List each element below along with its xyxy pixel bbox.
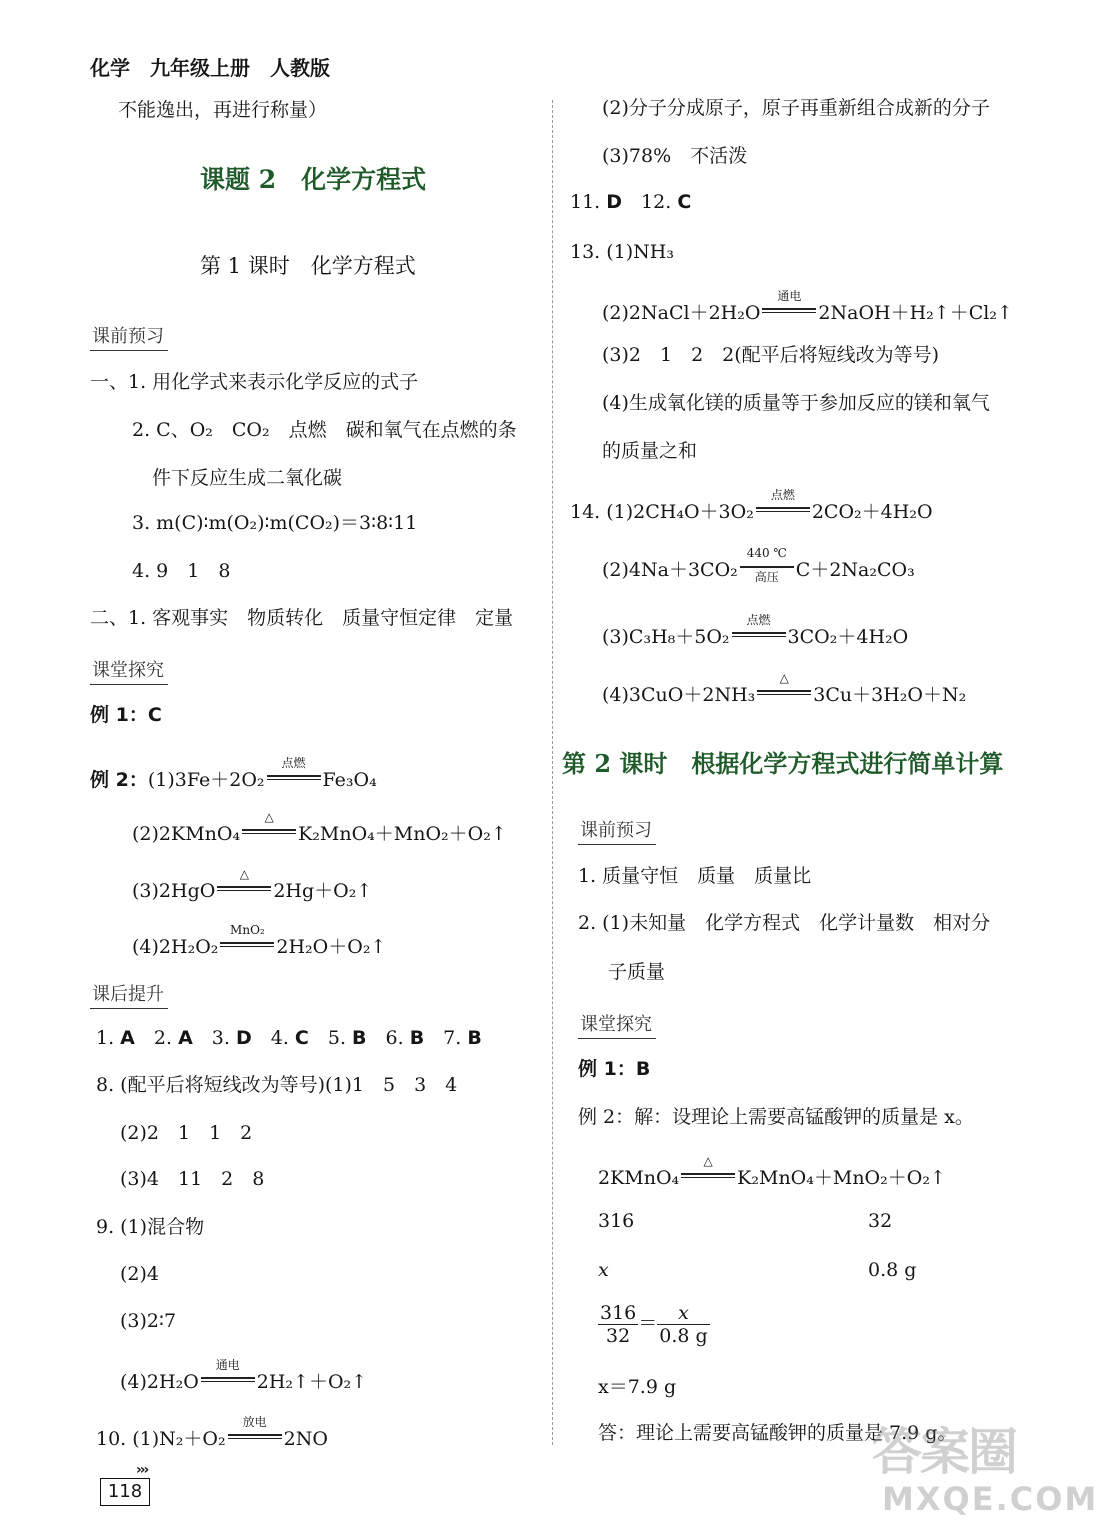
answer-line: (3)2 1 2 2(配平后将短线改为等号) xyxy=(602,344,940,366)
calc-equation xyxy=(598,1154,946,1190)
answer-line: 13. (1)NH₃ xyxy=(570,241,674,263)
section-class: 课堂探究 xyxy=(578,1010,656,1039)
page-header: 化学 九年级上册 人教版 xyxy=(90,56,330,80)
equation-right: Fe₃O₄ xyxy=(322,769,377,791)
reaction-condition: 通电 xyxy=(215,1358,240,1372)
choice-answers: 11. D 12. C xyxy=(570,191,692,213)
r14-eq-4 xyxy=(602,671,967,707)
reaction-condition: △ xyxy=(264,810,274,824)
equation-left: 14. (1)2CH₄O＋3O₂ xyxy=(570,501,754,523)
continued-text: 不能逸出，再进行称量） xyxy=(118,99,328,121)
equation-left: (2)4Na＋3CO₂ xyxy=(602,559,738,581)
section-after: 课后提升 xyxy=(90,980,168,1009)
reaction-condition: 440 ℃ xyxy=(746,546,787,560)
example-answer: B xyxy=(635,1058,651,1080)
reaction-arrow xyxy=(740,546,794,584)
equation-left: (2)2KMnO₄ xyxy=(132,823,241,845)
reaction-arrow xyxy=(267,756,321,786)
section-class: 课堂探究 xyxy=(90,656,168,685)
reaction-condition: 点燃 xyxy=(281,756,306,770)
equation-right: 2Hg＋O₂↑ xyxy=(273,880,373,902)
unknown-var: x xyxy=(598,1259,609,1281)
r14-eq-3 xyxy=(602,613,909,649)
molar-mass-1: 316 xyxy=(598,1210,635,1232)
molar-mass-2: 32 xyxy=(868,1210,893,1232)
reaction-arrow xyxy=(681,1154,735,1184)
fraction-right: $\frac{x}{0.8 g}$ xyxy=(659,1302,708,1347)
lesson-1-title: 第 1 课时 化学方程式 xyxy=(200,254,416,278)
choice-answer: A xyxy=(120,1027,135,1049)
fraction-left: $\frac{316}{32}$ xyxy=(600,1302,637,1347)
reaction-condition: 高压 xyxy=(754,570,779,584)
example-label: 例 1： xyxy=(578,1058,636,1080)
answer-line: (3)4 11 2 8 xyxy=(120,1168,265,1190)
answer-line: 9. (1)混合物 xyxy=(96,1216,205,1238)
choice-answer: C xyxy=(294,1027,309,1049)
watermark-text: 答案圈 xyxy=(872,1423,1016,1481)
answer-line: (2)分子分成原子，原子再重新组合成新的分子 xyxy=(602,97,990,119)
column-divider xyxy=(552,100,553,1445)
equation-left: (4)2H₂O xyxy=(120,1371,199,1393)
choice-answer: A xyxy=(178,1027,193,1049)
reaction-arrow xyxy=(228,1415,282,1445)
known-mass: 0.8 g xyxy=(868,1259,917,1281)
example-2-eq-2 xyxy=(132,810,507,846)
reaction-arrow xyxy=(242,810,296,840)
example-1 xyxy=(578,1057,650,1081)
choice-answer: B xyxy=(467,1027,482,1049)
result-line: x＝7.9 g xyxy=(598,1376,677,1398)
proportion xyxy=(598,1302,710,1347)
equation-left: 2KMnO₄ xyxy=(598,1167,680,1189)
choice-answer: C xyxy=(677,191,692,213)
equation-right: C＋2Na₂CO₃ xyxy=(795,559,915,581)
r13-equation xyxy=(602,289,1013,325)
answer-line: 2. (1)未知量 化学方程式 化学计量数 相对分 xyxy=(578,912,991,934)
watermark-logo xyxy=(862,1412,1098,1532)
example-label: 例 2： xyxy=(90,769,148,791)
answer-line: 8. (配平后将短线改为等号)(1)1 5 3 4 xyxy=(96,1074,458,1096)
page-arrows: ››› xyxy=(136,1462,148,1478)
reaction-condition: 通电 xyxy=(777,289,802,303)
equation-left: (3)C₃H₈＋5O₂ xyxy=(602,626,730,648)
example-2-eq-1 xyxy=(90,756,377,792)
watermark-url: MXQE.COM xyxy=(882,1480,1098,1518)
topic-title: 课题 2 化学方程式 xyxy=(200,165,427,194)
equation-right: 2H₂↑＋O₂↑ xyxy=(256,1371,368,1393)
reaction-arrow xyxy=(762,289,816,319)
answer-line: 1. 质量守恒 质量 质量比 xyxy=(578,865,812,887)
reaction-arrow xyxy=(220,923,274,953)
equation-left: (2)2NaCl＋2H₂O xyxy=(602,302,761,324)
equation-right: 3Cu＋3H₂O＋N₂ xyxy=(813,684,967,706)
reaction-arrow xyxy=(756,488,810,518)
answer-statement: 答：理论上需要高锰酸钾的质量是 7.9 g。 xyxy=(598,1422,957,1444)
choice-answer: D xyxy=(235,1027,252,1049)
equals-sign: ＝ xyxy=(638,1312,658,1335)
r14-eq-1 xyxy=(570,488,933,524)
equation-left: (1)3Fe＋2O₂ xyxy=(147,769,265,791)
example-1 xyxy=(90,703,162,727)
lesson-2-title: 第 2 课时 根据化学方程式进行简单计算 xyxy=(562,749,1004,778)
equation-right: 2CO₂＋4H₂O xyxy=(811,501,933,523)
answer-line: 一、1. 用化学式来表示化学反应的式子 xyxy=(90,371,419,393)
answer-line: (4)生成氧化镁的质量等于参加反应的镁和氧气 xyxy=(602,392,990,414)
choice-answer: B xyxy=(352,1027,367,1049)
example-2-eq-4 xyxy=(132,923,387,959)
example-2-intro: 例 2：解：设理论上需要高锰酸钾的质量是 x。 xyxy=(578,1106,974,1128)
answer-line: 4. 9 1 8 xyxy=(132,560,231,582)
section-preview: 课前预习 xyxy=(578,816,656,845)
example-answer: C xyxy=(147,704,162,726)
equation-left: (4)2H₂O₂ xyxy=(132,936,219,958)
choice-answer: B xyxy=(409,1027,425,1049)
answer-line: 2. C、O₂ CO₂ 点燃 碳和氧气在点燃的条 xyxy=(132,419,517,441)
equation-right: K₂MnO₄＋MnO₂＋O₂↑ xyxy=(737,1167,946,1189)
reaction-arrow xyxy=(757,671,811,701)
q9-equation xyxy=(120,1358,368,1394)
reaction-condition: △ xyxy=(239,867,249,881)
equation-right: 2NO xyxy=(283,1428,328,1450)
reaction-arrow xyxy=(732,613,786,643)
answer-line: 3. m(C)∶m(O₂)∶m(CO₂)＝3∶8∶11 xyxy=(132,512,418,534)
example-2-eq-3 xyxy=(132,867,373,903)
answer-line: 子质量 xyxy=(608,961,666,983)
equation-right: K₂MnO₄＋MnO₂＋O₂↑ xyxy=(298,823,507,845)
reaction-condition: 点燃 xyxy=(746,613,771,627)
reaction-condition: MnO₂ xyxy=(230,923,265,937)
reaction-condition: △ xyxy=(779,671,789,685)
reaction-condition: 放电 xyxy=(242,1415,267,1429)
section-preview: 课前预习 xyxy=(90,322,168,351)
reaction-condition: △ xyxy=(703,1154,713,1168)
answer-line: (2)2 1 1 2 xyxy=(120,1122,253,1144)
equation-right: 2NaOH＋H₂↑＋Cl₂↑ xyxy=(818,302,1013,324)
q10-equation xyxy=(96,1415,328,1451)
reaction-arrow xyxy=(217,867,271,897)
answer-line: 二、1. 客观事实 物质转化 质量守恒定律 定量 xyxy=(90,607,514,629)
reaction-condition: 点燃 xyxy=(770,488,795,502)
answer-line: (3)78% 不活泼 xyxy=(602,145,748,167)
equation-left: 10. (1)N₂＋O₂ xyxy=(96,1428,226,1450)
answer-line: (2)4 xyxy=(120,1263,160,1285)
choice-answer: D xyxy=(606,191,623,213)
equation-left: (4)3CuO＋2NH₃ xyxy=(602,684,756,706)
example-label: 例 1： xyxy=(90,704,148,726)
answer-line: 的质量之和 xyxy=(602,440,698,462)
page-number: 118 xyxy=(100,1478,150,1506)
equation-right: 3CO₂＋4H₂O xyxy=(787,626,909,648)
reaction-arrow xyxy=(201,1358,255,1388)
equation-right: 2H₂O＋O₂↑ xyxy=(276,936,387,958)
choice-answers: 1. A 2. A 3. D 4. C 5. B 6. B 7. B xyxy=(96,1027,482,1049)
answer-line: (3)2∶7 xyxy=(120,1310,177,1332)
r14-eq-2 xyxy=(602,546,915,584)
answer-line: 件下反应生成二氧化碳 xyxy=(152,467,343,489)
equation-left: (3)2HgO xyxy=(132,880,216,902)
